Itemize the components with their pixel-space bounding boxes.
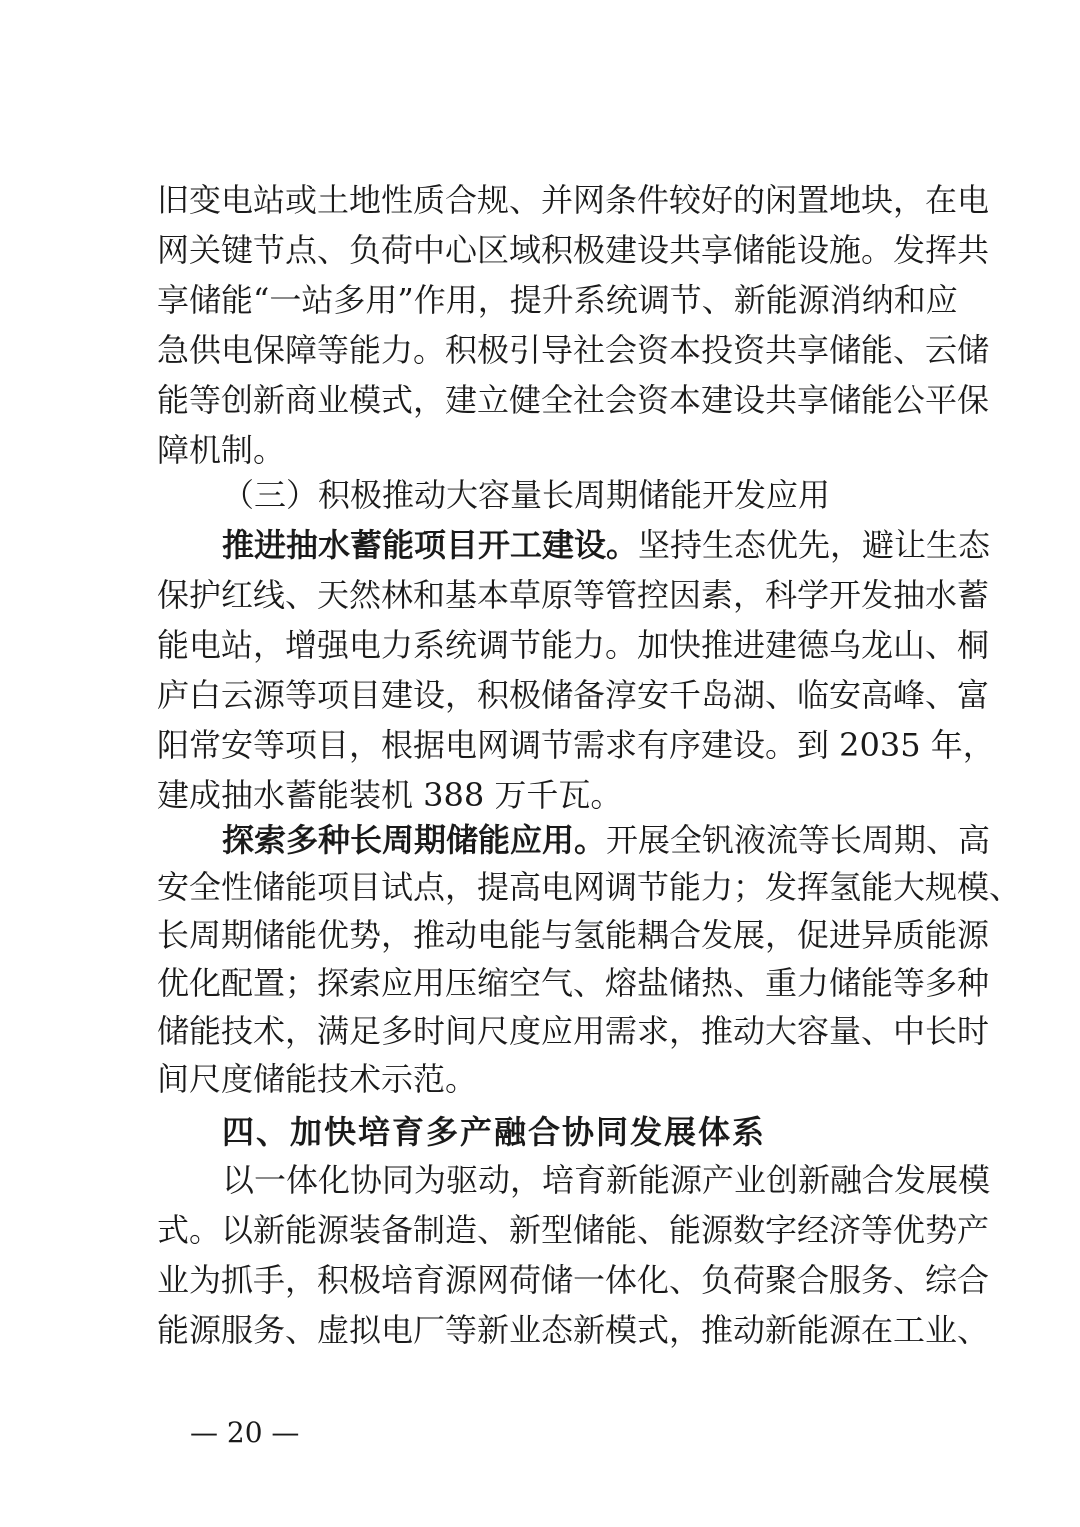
- paragraph-lead-bold: 探索多种长周期储能应用。: [222, 821, 607, 859]
- body-text-line: 庐白云源等项目建设，积极储备淳安千岛湖、临安高峰、富: [157, 676, 990, 714]
- body-text-line: [222, 520, 991, 570]
- page-number: — 20 —: [190, 1416, 300, 1449]
- section-heading: 四、加快培育多产融合协同发展体系: [222, 1113, 767, 1151]
- paragraph-lead-bold: 推进抽水蓄能项目开工建设。: [222, 526, 639, 564]
- body-text-line: 急供电保障等能力。积极引导社会资本投资共享储能、云储: [157, 331, 990, 369]
- body-text-line: 能源服务、虚拟电厂等新业态新模式，推动新能源在工业、: [157, 1311, 990, 1349]
- body-text-line: 障机制。: [157, 431, 286, 469]
- body-text-line: 旧变电站或土地性质合规、并网条件较好的闲置地块，在电: [157, 181, 990, 219]
- body-text-line: 享储能“一站多用”作用，提升系统调节、新能源消纳和应: [157, 281, 958, 319]
- body-text-line: 长周期储能优势，推动电能与氢能耦合发展，促进异质能源: [157, 916, 990, 954]
- paragraph-lead-tail: 坚持生态优先，避让生态: [638, 526, 991, 564]
- body-text-line: 网关键节点、负荷中心区域积极建设共享储能设施。发挥共: [157, 231, 990, 269]
- body-text-line: 优化配置；探索应用压缩空气、熔盐储热、重力储能等多种: [157, 964, 990, 1002]
- body-text-line: 能等创新商业模式，建立健全社会资本建设共享储能公平保: [157, 381, 990, 419]
- body-text-line: 间尺度储能技术示范。: [157, 1060, 478, 1098]
- paragraph-lead-tail: 开展全钒液流等长周期、高: [606, 821, 991, 859]
- body-text-line: 安全性储能项目试点，提高电网调节能力；发挥氢能大规模、: [157, 868, 1022, 906]
- body-text-line: 保护红线、天然林和基本草原等管控因素，科学开发抽水蓄: [157, 576, 990, 614]
- body-text-line: 建成抽水蓄能装机 388 万千瓦。: [157, 776, 623, 814]
- body-text-line: 以一体化协同为驱动，培育新能源产业创新融合发展模: [222, 1161, 991, 1199]
- subsection-heading: （三）积极推动大容量长周期储能开发应用: [222, 476, 831, 514]
- body-text-line: 能电站，增强电力系统调节能力。加快推进建德乌龙山、桐: [157, 626, 990, 664]
- body-text-line: [222, 815, 991, 865]
- body-text-line: 储能技术，满足多时间尺度应用需求，推动大容量、中长时: [157, 1012, 990, 1050]
- body-text-line: 业为抓手，积极培育源网荷储一体化、负荷聚合服务、综合: [157, 1261, 990, 1299]
- body-text-line: 式。以新能源装备制造、新型储能、能源数字经济等优势产: [157, 1211, 990, 1249]
- body-text-line: 阳常安等项目，根据电网调节需求有序建设。到 2035 年，: [157, 726, 995, 764]
